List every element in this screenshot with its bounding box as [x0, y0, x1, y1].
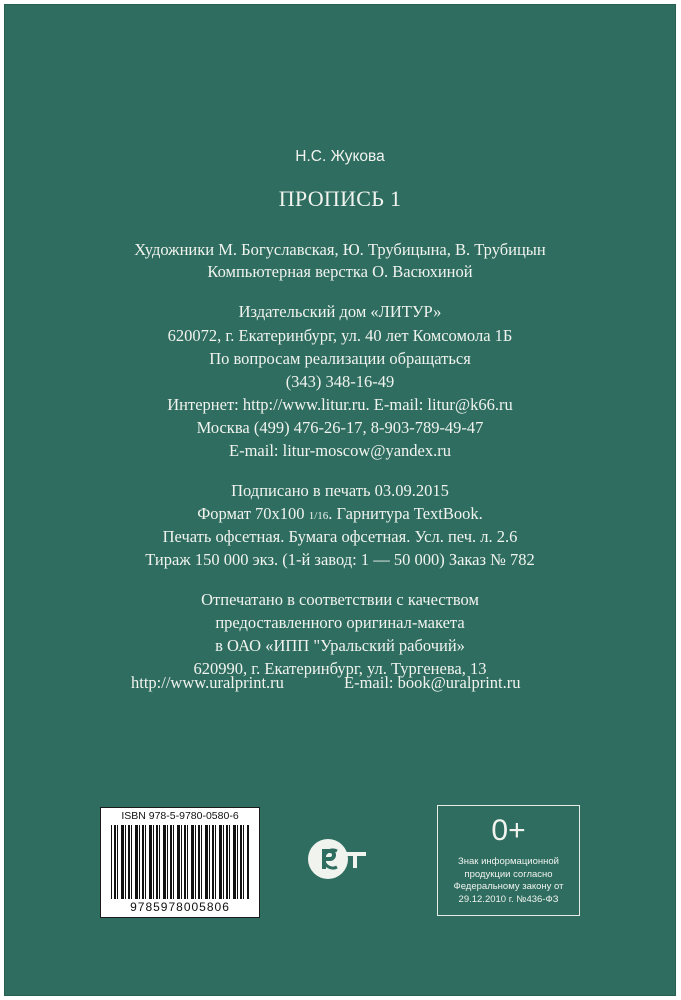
- format-fraction: 1/16: [308, 510, 329, 522]
- printer-line-2: предоставленного оригинал-макета: [215, 613, 465, 632]
- credits-layout: Компьютерная верстка О. Васюхиной: [207, 262, 473, 281]
- print-run: Тираж 150 000 экз. (1-й завод: 1 — 50 000) Заказ № 782: [145, 550, 535, 569]
- printer-website: http://www.uralprint.ru: [131, 673, 284, 692]
- age-rating-note: [438, 856, 579, 906]
- format-suffix: . Гарнитура TextBook.: [328, 504, 483, 523]
- isbn-number: ISBN 978-5-9780-0580-6: [121, 810, 239, 822]
- author-name: Н.С. Жукова: [295, 148, 385, 165]
- ean-number: 9785978005806: [130, 900, 230, 914]
- printer-line-3: в ОАО «ИПП "Уральский рабочий»: [215, 636, 465, 655]
- printer-email: E-mail: book@uralprint.ru: [344, 673, 521, 692]
- book-title: ПРОПИСЬ 1: [278, 186, 402, 211]
- barcode-bars: [111, 825, 249, 899]
- print-paper: Печать офсетная. Бумага офсетная. Усл. печ. л. 2.6: [162, 527, 518, 546]
- age-rating-box: [437, 805, 580, 916]
- publisher-moscow: Москва (499) 476-26-17, 8-903-789-49-47: [196, 418, 484, 437]
- signed-to-print: Подписано в печать 03.09.2015: [231, 481, 449, 500]
- format-prefix: Формат 70x100: [197, 504, 309, 523]
- age-note-line: 29.12.2010 г. №436-ФЗ: [458, 893, 559, 905]
- publisher-phone: (343) 348-16-49: [285, 372, 395, 391]
- age-note-line: продукции согласно: [464, 868, 553, 880]
- rst-certification-icon: [306, 837, 368, 881]
- printer-line-1: Отпечатано в соответствии с качеством: [201, 590, 479, 609]
- printer-address: 620990, г. Екатеринбург, ул. Тургенева, 13: [193, 659, 487, 678]
- credits-illustrators: Художники М. Богуславская, Ю. Трубицына, В. Трубицын: [134, 240, 546, 259]
- back-cover: [4, 4, 676, 996]
- age-note-line: Федеральному закону от: [453, 881, 564, 892]
- publisher-name: Издательский дом «ЛИТУР»: [238, 302, 442, 321]
- age-note-line: Знак информационной: [458, 856, 559, 867]
- age-rating: 0+: [491, 814, 526, 847]
- publisher-web: Интернет: http://www.litur.ru. E-mail: litur@k66.ru: [167, 395, 513, 414]
- publisher-sales-note: По вопросам реализации обращаться: [209, 349, 471, 368]
- publisher-moscow-email: E-mail: litur-moscow@yandex.ru: [229, 441, 451, 460]
- isbn-barcode: [100, 807, 260, 918]
- publisher-address: 620072, г. Екатеринбург, ул. 40 лет Комсомола 1Б: [167, 326, 513, 345]
- print-format: [4, 504, 676, 526]
